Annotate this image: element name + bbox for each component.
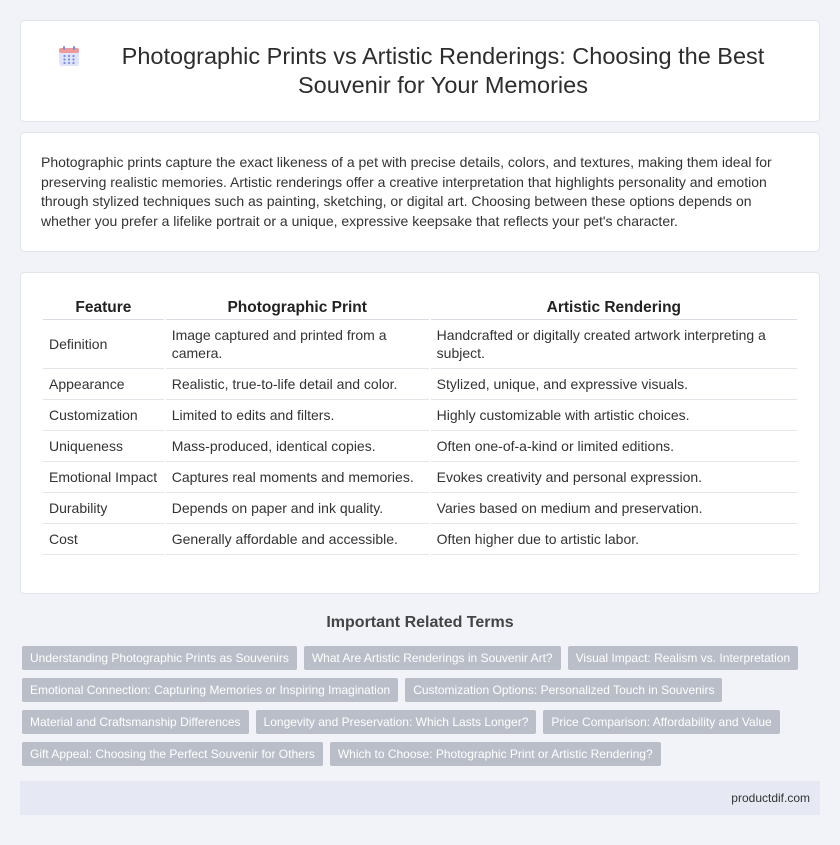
- photographic-cell: Image captured and printed from a camera.: [166, 320, 429, 369]
- artistic-cell: Varies based on medium and preservation.: [431, 493, 797, 524]
- related-tag[interactable]: Understanding Photographic Prints as Souvenirs: [22, 646, 297, 670]
- comparison-table: [41, 297, 799, 555]
- feature-cell: Emotional Impact: [43, 462, 164, 493]
- photographic-cell: Mass-produced, identical copies.: [166, 431, 429, 462]
- artistic-cell: Often higher due to artistic labor.: [431, 524, 797, 555]
- header-inner: [21, 21, 819, 121]
- related-tag[interactable]: Visual Impact: Realism vs. Interpretation: [568, 646, 799, 670]
- artistic-cell: Evokes creativity and personal expression.: [431, 462, 797, 493]
- table-row: [43, 320, 797, 369]
- feature-cell: Customization: [43, 400, 164, 431]
- table-row: [43, 524, 797, 555]
- table-row: [43, 462, 797, 493]
- related-tag[interactable]: What Are Artistic Renderings in Souvenir Art?: [304, 646, 561, 670]
- related-tag[interactable]: Emotional Connection: Capturing Memories or Inspiring Imagination: [22, 678, 398, 702]
- related-tag[interactable]: Price Comparison: Affordability and Value: [543, 710, 779, 734]
- artistic-cell: Stylized, unique, and expressive visuals.: [431, 369, 797, 400]
- comparison-card: [20, 272, 820, 594]
- artistic-cell: Often one-of-a-kind or limited editions.: [431, 431, 797, 462]
- related-tag[interactable]: Longevity and Preservation: Which Lasts Longer?: [256, 710, 537, 734]
- table-row: [43, 400, 797, 431]
- table-header-row: [43, 297, 797, 320]
- header-feature: Feature: [43, 297, 164, 320]
- artistic-cell: Highly customizable with artistic choices.: [431, 400, 797, 431]
- page-title: Photographic Prints vs Artistic Renderings: Choosing the Best Souvenir for Your Memories: [121, 43, 765, 98]
- related-tag[interactable]: Which to Choose: Photographic Print or Artistic Rendering?: [330, 742, 661, 766]
- photographic-cell: Realistic, true-to-life detail and color.: [166, 369, 429, 400]
- related-terms-title: Important Related Terms: [326, 614, 514, 631]
- feature-cell: Durability: [43, 493, 164, 524]
- photographic-cell: Limited to edits and filters.: [166, 400, 429, 431]
- table-row: [43, 493, 797, 524]
- header-card: [20, 20, 820, 122]
- artistic-cell: Handcrafted or digitally created artwork interpreting a subject.: [431, 320, 797, 369]
- photographic-cell: Captures real moments and memories.: [166, 462, 429, 493]
- related-tag[interactable]: Material and Craftsmanship Differences: [22, 710, 249, 734]
- photographic-cell: Depends on paper and ink quality.: [166, 493, 429, 524]
- footer-site-link[interactable]: productdif.com: [731, 791, 810, 805]
- photographic-cell: Generally affordable and accessible.: [166, 524, 429, 555]
- table-row: [43, 431, 797, 462]
- intro-paragraph: Photographic prints capture the exact likeness of a pet with precise details, colors, and textures, making them ideal for preserving realistic memories. Artistic renderings offer a creative interpretation that highlights personality and emotion through stylized techniques such as painting, sketching, or digital art. Choosing between these options depends on whether you prefer a lifelike portrait or a unique, expressive keepsake that reflects your pet's character.: [41, 154, 772, 229]
- feature-cell: Definition: [43, 320, 164, 369]
- intro-card: [20, 132, 820, 252]
- feature-cell: Appearance: [43, 369, 164, 400]
- header-photographic-print: Photographic Print: [166, 297, 429, 320]
- footer: [20, 781, 820, 815]
- related-tag[interactable]: Customization Options: Personalized Touch in Souvenirs: [405, 678, 722, 702]
- feature-cell: Uniqueness: [43, 431, 164, 462]
- calendar-icon: [57, 44, 81, 68]
- related-tag[interactable]: Gift Appeal: Choosing the Perfect Souvenir for Others: [22, 742, 323, 766]
- table-row: [43, 369, 797, 400]
- header-artistic-rendering: Artistic Rendering: [431, 297, 797, 320]
- feature-cell: Cost: [43, 524, 164, 555]
- related-terms-list: [22, 646, 822, 766]
